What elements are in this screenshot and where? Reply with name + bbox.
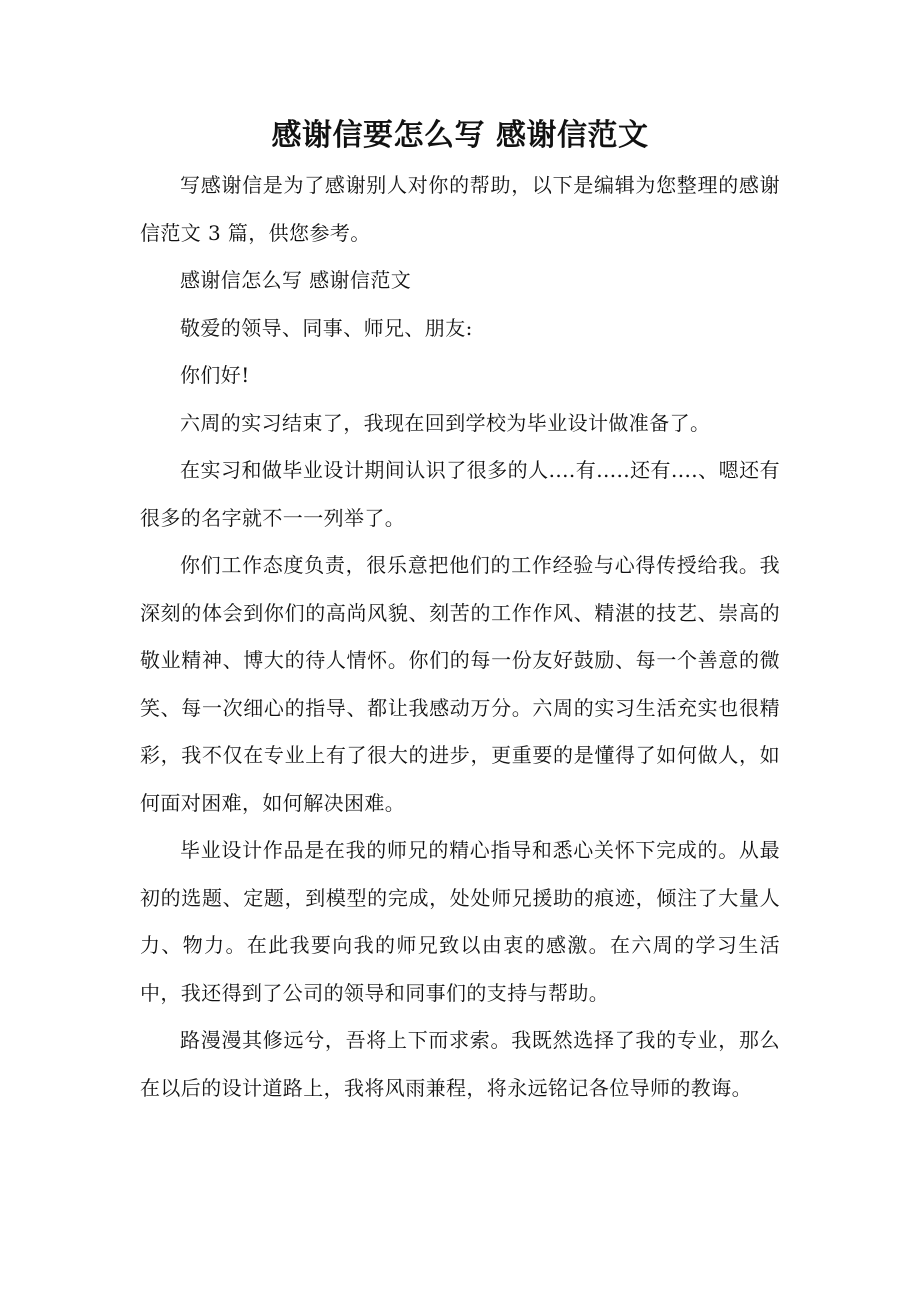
body-paragraph: 六周的实习结束了，我现在回到学校为毕业设计做准备了。 (180, 410, 711, 435)
salutation: 敬爱的领导、同事、师兄、朋友: (180, 315, 473, 340)
greeting: 你们好! (180, 363, 250, 387)
body-paragraph: 毕业设计作品是在我的师兄的精心指导和悉心关怀下完成的。从最初的选题、定题，到模型的完成，处处师兄援助的痕迹，倾注了大量人力、物力。在此我要向我的师兄致以由衷的感激。在六周的学习生活中，我还得到了公司的领导和同事们的支持与帮助。 (140, 838, 780, 1005)
document-title: 感谢信要怎么写 感谢信范文 (271, 118, 649, 153)
body-paragraph: 在实习和做毕业设计期间认识了很多的人....有.....还有....、嗯还有很多的名字就不一一列举了。 (140, 458, 780, 530)
intro-paragraph: 写感谢信是为了感谢别人对你的帮助，以下是编辑为您整理的感谢信范文 3 篇，供您参考。 (140, 173, 780, 245)
body-paragraph: 路漫漫其修远兮，吾将上下而求索。我既然选择了我的专业，那么在以后的设计道路上，我将风雨兼程，将永远铭记各位导师的教诲。 (140, 1028, 780, 1100)
body-paragraph: 你们工作态度负责，很乐意把他们的工作经验与心得传授给我。我深刻的体会到你们的高尚风貌、刻苦的工作作风、精湛的技艺、崇高的敬业精神、博大的待人情怀。你们的每一份友好鼓励、每一个善意的微笑、每一次细心的指导、都让我感动万分。六周的实习生活充实也很精彩，我不仅在专业上有了很大的进步，更重要的是懂得了如何做人，如何面对困难，如何解决困难。 (140, 553, 780, 815)
section-heading: 感谢信怎么写 感谢信范文 (180, 268, 412, 292)
document-body (140, 162, 780, 1112)
